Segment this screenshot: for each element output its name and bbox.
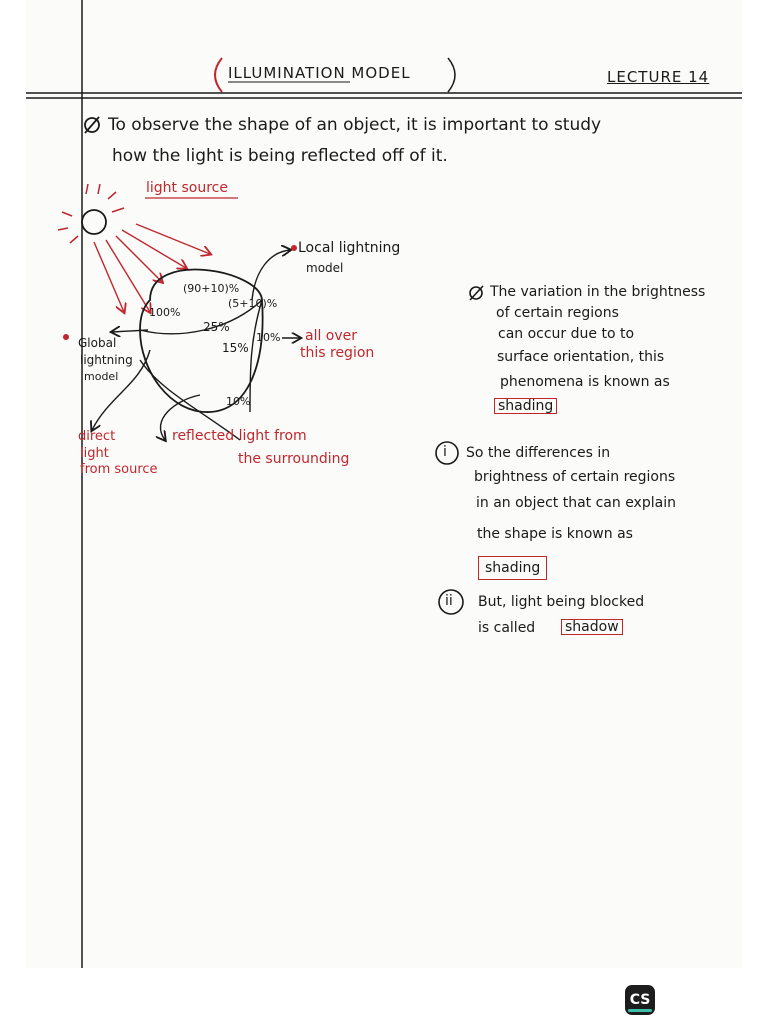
variation-line-3: can occur due to to: [498, 326, 635, 342]
global-model-label: Global: [78, 336, 117, 350]
local-model-label: Local lightning: [298, 240, 401, 256]
direct-label: direct: [78, 429, 116, 444]
page-title: ILLUMINATION MODEL: [228, 64, 411, 82]
all-over-label: all over: [305, 328, 358, 344]
item-ii-line-1: But, light being blocked: [478, 594, 645, 610]
item-i-line-2: brightness of certain regions: [474, 469, 676, 485]
shadow-term: shadow: [561, 619, 623, 635]
sun-icon: [58, 184, 124, 243]
variation-line-5: phenomena is known as: [500, 374, 670, 390]
surrounding-label: the surrounding: [238, 451, 350, 467]
item-i-line-3: in an object that can explain: [476, 495, 676, 511]
reflected-label: reflected light from: [172, 428, 307, 444]
pct-15: 15%: [222, 341, 249, 355]
pct-25: 25%: [203, 320, 230, 334]
from-source-label: from source: [80, 462, 158, 477]
pct-100: 100%: [149, 306, 181, 319]
item-ii-line-2: is called: [478, 620, 536, 636]
variation-line-1: The variation in the brightness: [490, 284, 706, 300]
light-rays: [94, 224, 210, 312]
pct-10-right: 10%: [256, 331, 281, 344]
global-model-label-2: lightning: [80, 353, 133, 367]
shading-term-1: shading: [494, 398, 557, 414]
intro-line-1: To observe the shape of an object, it is important to study: [108, 115, 602, 135]
item-ii-marker: ii: [445, 593, 453, 609]
global-model-label-3: model: [84, 370, 119, 383]
this-region-label: this region: [300, 345, 375, 361]
camscanner-logo-icon: CS: [625, 985, 655, 1015]
item-i-marker: i: [443, 444, 447, 460]
bullet-empty-set-icon-2: [470, 286, 483, 300]
local-model-label-2: model: [306, 261, 344, 275]
item-i-line-4: the shape is known as: [477, 526, 633, 542]
pct-10-bottom: 10%: [226, 395, 251, 408]
light-label: light: [80, 446, 109, 461]
intro-line-2: how the light is being reflected off of it.: [112, 146, 448, 166]
shading-term-2: shading: [478, 556, 547, 580]
variation-line-4: surface orientation, this: [497, 349, 665, 365]
light-source-label: light source: [146, 180, 228, 196]
variation-line-2: of certain regions: [496, 305, 619, 321]
lecture-number: LECTURE 14: [607, 68, 710, 86]
bullet-empty-set-icon: [85, 117, 99, 133]
pct-5-10: (5+10)%: [228, 297, 278, 310]
item-i-line-1: So the differences in: [466, 445, 611, 461]
pct-90-10: (90+10)%: [183, 282, 240, 295]
